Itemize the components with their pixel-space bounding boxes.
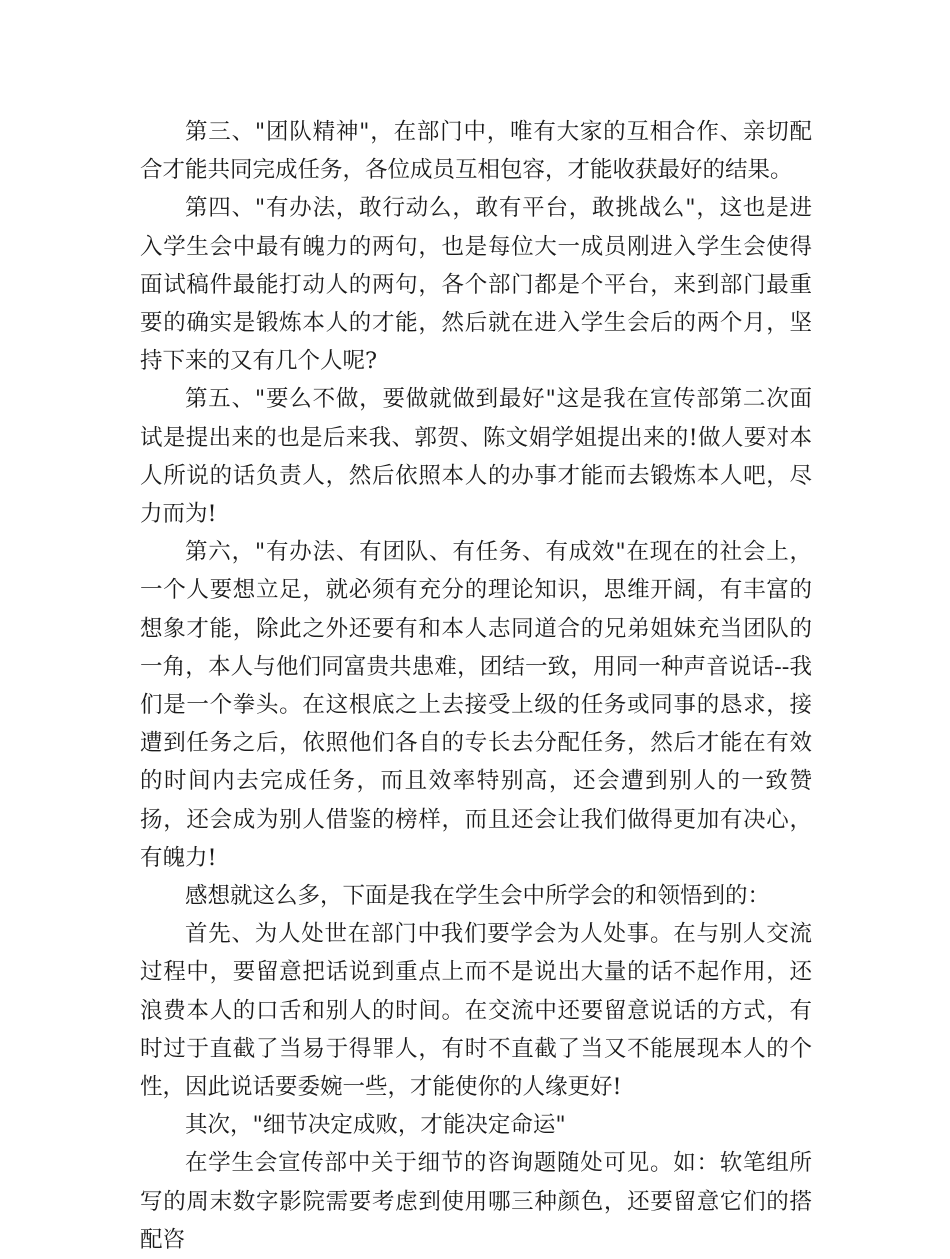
paragraph-team-spirit: 第三、"团队精神"，在部门中，唯有大家的互相合作、亲切配合才能共同完成任务，各位成员互相包容，才能收获最好的结果。 [140, 119, 812, 184]
paragraph-team-task-result: 第六，"有办法、有团队、有任务、有成效"在现在的社会上，一个人要想立足，就必须有充分的理论知识，思维开阔，有丰富的想象才能，除此之外还要有和本人志同道合的兄弟姐妹充当团队的一角，本人与他们同富贵共患难，团结一致，用同一种声音说话--我们是一个拳头。在这根底之上去接受上级的任务或同事的恳求，接遭到任务之后，依照他们各自的专长去分配任务，然后才能在有效的时间内去完成任务，而且效率特别高，还会遭到别人的一致赞扬，还会成为别人借鉴的榜样，而且还会让我们做得更加有决心，有魄力! [140, 539, 812, 871]
document-body [140, 113, 812, 1259]
paragraph-reflections-intro: 感想就这么多，下面是我在学生会中所学会的和领悟到的： [185, 883, 771, 910]
paragraph-method-action: 第四、"有办法，敢行动么，敢有平台，敢挑战么"，这也是进入学生会中最有魄力的两句，也是每位大一成员刚进入学生会使得面试稿件最能打动人的两句，各个部门都是个平台，来到部门最重要的确实是锻炼本人的才能，然后就在进入学生会后的两个月，坚持下来的又有几个人呢? [140, 195, 812, 375]
paragraph-details-example: 在学生会宣传部中关于细节的咨询题随处可见。如：软笔组所写的周末数字影院需要考虑到使用哪三种颜色，还要留意它们的搭配咨 [140, 1150, 812, 1253]
paragraph-interpersonal: 首先、为人处世在部门中我们要学会为人处事。在与别人交流过程中，要留意把话说到重点上而不是说出大量的话不起作用，还浪费本人的口舌和别人的时间。在交流中还要留意说话的方式，有时过于直截了当易于得罪人，有时不直截了当又不能展现本人的个性，因此说话要委婉一些，才能使你的人缘更好! [140, 921, 812, 1101]
paragraph-do-best: 第五、"要么不做，要做就做到最好"这是我在宣传部第二次面试是提出来的也是后来我、郭贺、陈文娟学姐提出来的!做人要对本人所说的话负责人，然后依照本人的办事才能而去锻炼本人吧，尽力而为! [140, 386, 812, 528]
paragraph-details-heading: 其次，"细节决定成败，才能决定命运" [185, 1112, 566, 1139]
